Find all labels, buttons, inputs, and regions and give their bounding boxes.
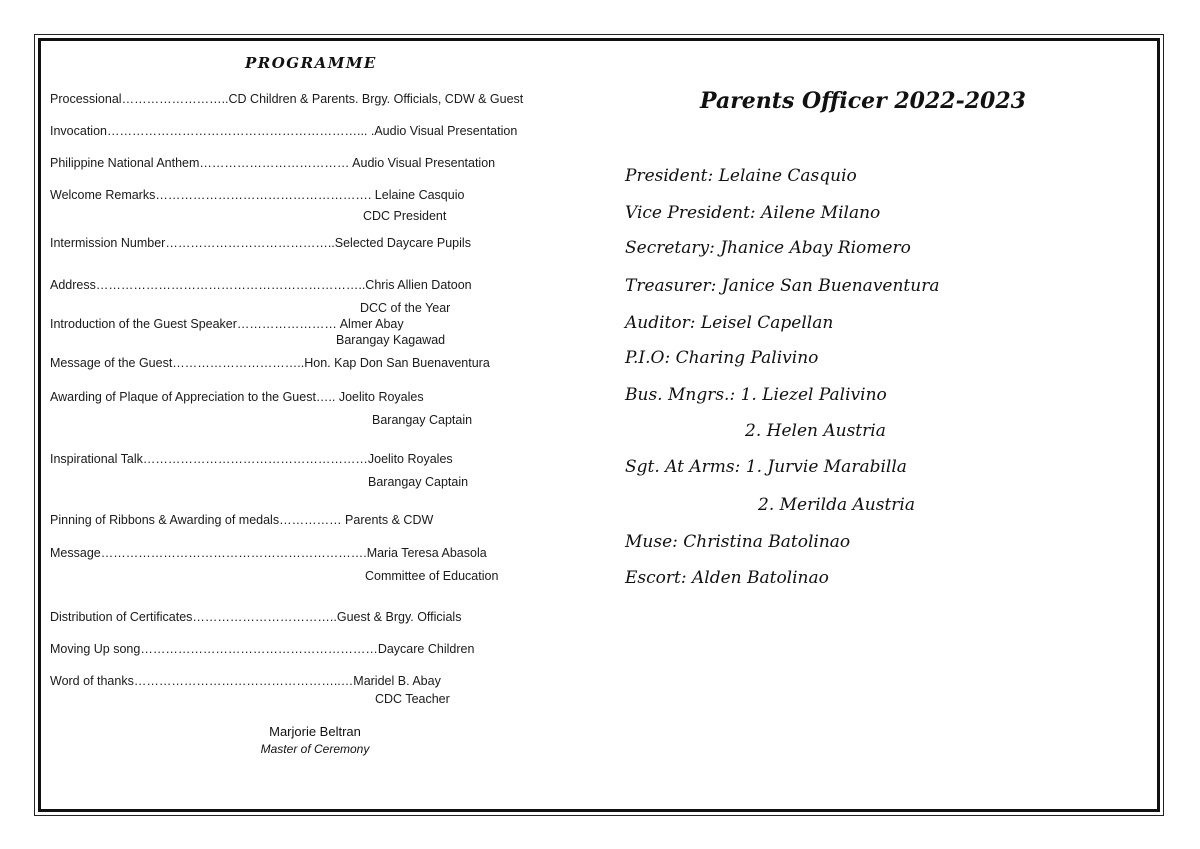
programme-item: Intermission Number…………………………………..Selected Daycare Pupils [50,236,471,250]
programme-item: Message……………………………………………………….Maria Teresa Abasola [50,546,487,560]
officer-line: 2. Helen Austria [745,421,886,441]
officer-line: Bus. Mngrs.: 1. Liezel Palivino [625,385,887,405]
programme-item-role: Barangay Captain [372,413,473,427]
programme-title: PROGRAMME [245,54,377,72]
programme-item: Welcome Remarks……………………………………………. Lelaine Casquio [50,188,465,202]
inner-border [38,38,1160,812]
officer-line: Escort: Alden Batolinao [625,568,829,588]
programme-item-role: Committee of Education [365,569,499,583]
officer-line: P.I.O: Charing Palivino [625,348,819,368]
officer-line: Vice President: Ailene Milano [625,203,881,223]
programme-item: Introduction of the Guest Speaker…………………… Almer Abay [50,317,404,331]
master-of-ceremony-role: Master of Ceremony [260,742,370,756]
officer-line: President: Lelaine Casquio [625,166,857,186]
programme-item: Invocation……………………………………………………... .Audio Visual Presentation [50,124,518,138]
officer-line: Secretary: Jhanice Abay Riomero [625,238,911,258]
programme-item-role: Barangay Kagawad [336,333,446,347]
officer-line: Muse: Christina Batolinao [625,532,851,552]
officer-line: Sgt. At Arms: 1. Jurvie Marabilla [625,457,907,477]
programme-item: Inspirational Talk………………………………………………Joelito Royales [50,452,453,466]
programme-item: Address………………………………………………………..Chris Allien Datoon [50,278,472,292]
programme-item-note: DCC of the Year [360,301,451,315]
programme-item: Pinning of Ribbons & Awarding of medals…………… Parents & CDW [50,513,434,527]
programme-item: Distribution of Certificates……………………………..Guest & Brgy. Officials [50,610,462,624]
programme-item: Processional……………………..CD Children & Parents. Brgy. Officials, CDW & Guest [50,92,524,106]
officers-title: Parents Officer 2022-2023 [700,88,1026,114]
programme-item-role: CDC Teacher [375,692,450,706]
programme-item: Word of thanks…………………………………………..…Maridel B. Abay [50,674,441,688]
programme-item: Awarding of Plaque of Appreciation to the Guest….. Joelito Royales [50,390,424,404]
officer-line: Auditor: Leisel Capellan [625,313,834,333]
programme-item-role: Barangay Captain [368,475,469,489]
programme-item: Moving Up song…………………………………………………Daycare Children [50,642,475,656]
programme-item-role: CDC President [363,209,447,223]
programme-item: Message of the Guest…………………………..Hon. Kap Don San Buenaventura [50,356,490,370]
programme-item: Philippine National Anthem……………………………… Audio Visual Presentation [50,156,496,170]
officer-line: Treasurer: Janice San Buenaventura [625,276,940,296]
officer-line: 2. Merilda Austria [758,495,915,515]
master-of-ceremony-name: Marjorie Beltran [269,724,361,739]
